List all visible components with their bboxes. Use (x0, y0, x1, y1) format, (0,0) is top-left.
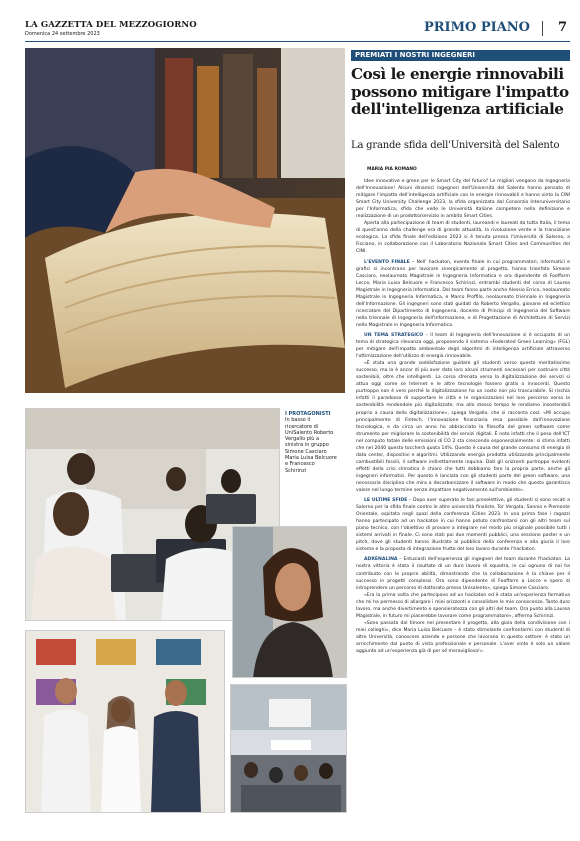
section-paragraph: ADRENALINA – Entusiasti dell'esperienza gli ingegneri del team durante l'hackaton. La nostra vittoria è stata il risultato di un duro lavoro di squadra, in cui ognuno di noi ha contribuito con le proprie abilità, dimostrando che la collaborazione è la chiave per il successo in progetti complessi. Ora sono dipendente di Fooffarm a Lecce e spero di intraprendere un percorso di dottorato presso Unisalento», spiega Simone Casciaro. (356, 557, 570, 591)
article-body (356, 178, 570, 838)
section-paragraph: L'EVENTO FINALE – Nell' hackaton, evento finale in cui programmatori, informatici e grafici si incontrano per lavorare sinergicamente al progetto, hanno trionfato Simone Casciaro, neolaureato Magistrale in Ingegneria Informatica e ora dipendente di Fooffarm Lecce, Maria Luisa Belcuore e Francesco Schirinzi, entrambi studenti del corso di Laurea Magistrale in Ingegneria Informatica. Del team fanno parte anche Alessio Errico, neolaureato Magistrale in Ingegneria Informatica, e Marco Proffilo, neolaureato triennale in Ingegneria dell'Informazione. Gli ingegneri sono stati guidati da Roberto Vergallo, giovane ed eclettico ricercatore del Dipartimento di Ingegneria, docente di Principi di Ingegneria del Software nella triennale di Ingegneria dell'Informazione, e di Progettazione di Architetture di Servizi nella Magistrale in Ingegneria Informatica. (356, 259, 570, 328)
quote-paragraph: «Sono passata dal timore nel presentare il progetto, alla gioia della condivisione con i miei colleghi», dice Maria Luisa Belcuore – è stato stimolante confrontarmi con studenti di altre Università, conoscere aziende e persone che lavorano in questo settore: è stato un arricchimento dal punto di vista professionale e personale. L'aver vinto è solo un valore aggiunto ad un'esperienza già di per sé meravigliosa!». (356, 620, 570, 655)
page-header (25, 20, 570, 42)
section-kicker: ADRENALINA (364, 557, 398, 563)
quote-paragraph: «Era la prima volta che partecipavo ad un hackaton ed è stata un'esperienza formativa che mi ha permesso di allargare i miei orizzonti e consolidare le mie conoscenze. Tanto duro lavoro, ma anche divertimento e spensieratezza con gli altri del team. Ora punto alla Laurea Magistrale, in futuro mi piacerebbe lavorare come programmatore», afferma Schirinzi. (356, 592, 570, 619)
issue-date: Domenica 24 settembre 2023 (25, 31, 100, 37)
subheadline: La grande sfida dell'Università del Salento (351, 140, 560, 151)
section-text: Nell' hackaton, evento finale in cui programmatori, informatici e grafici si incontrano per lavorare sinergicamente al progetto, hanno trionfato Simone Casciaro, neolaureato Magistrale in Ingegneria Informatica e ora dipendente di Fooffarm Lecce, Maria Luisa Belcuore e Francesco Schirinzi, entrambi studenti del corso di Laurea Magistrale in Ingegneria Informatica. Del team fanno parte anche Alessio Errico, neolaureato Magistrale in Ingegneria Informatica, e Marco Proffilo, neolaureato triennale in Ingegneria dell'Informazione. Gli ingegneri sono stati guidati da Roberto Vergallo, giovane ed eclettico ricercatore del Dipartimento di Ingegneria, docente di Principi di Ingegneria del Software nella triennale di Ingegneria dell'Informazione, e di Progettazione di Architetture di Servizi nella Magistrale in Ingegneria Informatica. (356, 259, 570, 328)
caption-kicker: I PROTAGONISTI (285, 411, 331, 417)
section-title: PRIMO PIANO (423, 20, 530, 35)
byline: MARIA PIA ROMANO (367, 167, 417, 172)
section-paragraph: LE ULTIME SFIDE – Dopo aver superato le fasi preselettive, gli studenti si sono recati a Salerno per la sfida finale contro le altre università finaliste, Tor Vergata, Sannio e Piemonte Orientale, ospitata negli spazi della conferenza iCities 2023. In una prima fase i ragazzi hanno partecipato ad un hackaton in cui hanno potuto confrontarsi con gli altri team sul piano tecnico, con l'obiettivo di provare a integrare nel modo più originale possibile tutti i sistemi arrivati in finale. Ci sono stati poi due momenti pubblici, una sessione poster e un pitch, dove gli studenti hanno illustrato al pubblico della conferenza e alla giuria il loro sistema e la proposta di integrazione frutto del loro lavoro durante l'hackaton. (356, 498, 570, 553)
section-text: Entusiasti dell'esperienza gli ingegneri del team durante l'hackaton. La nostra vittoria è stata il risultato di un duro lavoro di squadra, in cui ognuno di noi ha contribuito con le proprie abilità, dimostrando che la collaborazione è la chiave per il successo in progetti complessi. Ora sono dipendente di Fooffarm a Lecce e spero di intraprendere un percorso di dottorato presso Unisalento», spiega Simone Casciaro. (356, 557, 570, 591)
conference-photo (230, 684, 347, 813)
section-text: Il team di Ingegneria dell'Innovazione si è occupato di un tema di strategica rilevanza oggi, proponendo il sistema «Federated Green Learning» (FGL) per mitigare dell'impatto ambientale degli algoritmi di intelligenza artificiale attraverso l'ottimizzazione dell'utilizzo di energia rinnovabile. (356, 332, 570, 360)
headline: Così le energie rinnovabili possono mitigare l'impatto dell'intelligenza artificiale (351, 65, 569, 118)
section-kicker: UN TEMA STRATEGICO (364, 332, 424, 338)
researcher-illustration (233, 527, 347, 678)
conference-illustration (231, 685, 347, 813)
team-illustration (26, 631, 225, 813)
section-kicker: L'EVENTO FINALE (364, 259, 410, 265)
page-number: 7 (557, 20, 567, 35)
team-photo (25, 630, 225, 813)
section-text: Dopo aver superato le fasi preselettive, gli studenti si sono recati a Salerno per la sfida finale contro le altre università finaliste, Tor Vergata, Sannio e Piemonte Orientale, ospitata negli spazi della conferenza iCities 2023. In una prima fase i ragazzi hanno partecipato ad un hackaton in cui hanno potuto confrontarsi con gli altri team sul piano tecnico, con l'obiettivo di provare a integrare nel modo più originale possibile tutti i sistemi arrivati in finale. Ci sono stati poi due momenti pubblici, una sessione poster e un pitch, dove gli studenti hanno illustrato al pubblico della conferenza e alla giuria il loro sistema e la proposta di integrazione frutto del loro lavoro durante l'hackaton. (356, 498, 570, 553)
photo-caption (285, 411, 337, 474)
researcher-photo (232, 526, 347, 678)
intro-paragraph-2: Aperta alla partecipazione di team di studenti, laureandi e laureati da tutta Italia, il tema di quest'anno della challenge era di grande attualità, la rivoluzione verde e la transizione ecologica. La sfida finale dell'edizione 2023 si è tenuta presso l'Università di Salerno, a Fisciano, in collaborazione con il Laboratorio Nazionale Smart Cities and Communities del CINI. (356, 221, 570, 255)
section-paragraph: UN TEMA STRATEGICO – Il team di Ingegneria dell'Innovazione si è occupato di un tema di strategica rilevanza oggi, proponendo il sistema «Federated Green Learning» (FGL) per mitigare dell'impatto ambientale degli algoritmi di intelligenza artificiale attraverso l'ottimizzazione dell'utilizzo di energia rinnovabile. (356, 332, 570, 360)
book-photo (25, 48, 345, 393)
masthead: LA GAZZETTA DEL MEZZOGIORNO (25, 20, 197, 30)
book-illustration (25, 48, 345, 393)
quote-paragraph: «È stata una grande soddisfazione guidare gli studenti verso questo meritatissimo successo, ma lo è ancor di più aver dato loro alcuni strumenti necessari per costruire città sostenibili, oltre che intelligenti. La corsa sfrenata verso la digitalizzazione dei servizi si attua oggi come se Internet e le altre tecnologie fossero gratis o innocenti. Questo purtroppo non è vero perché la digitalizzazione ha un costo non più trascurabile. Si rischia infatti il paradosso di supportare le città e le organizzazioni nel loro percorso verso la sostenibilità rendendole più digitalizzate, ma allo stesso tempo le rendiamo insostenibili proprio a causa della digitalizzazione», spiega Vergallo, che si racconta così: «Mi occupo principalmente di Fintech, l'innovazione finanziaria resa possibile dall'innovazione tecnologica, e da circa un anno ho abbracciato la filosofia del green software come strumento per migliorare la sostenibilità dei servizi digitali. È noto infatti che il peso dell'ICT nel computo totale delle emissioni di CO 2 sta crescendo esponenzialmente: si stima infatti che nel 2040 questo toccherà quota 14%. Questo è causa del grande consumo di energia di data center, dispositivi e algoritmi. Utilizzando energia prodotta utilizzando principalmente combustibili fossili, il software indirettamente inquina. Dati gli orizzonti purtroppo evidenti effetti della crisi climatica è chiaro che tutti dobbiamo fare la propria parte, anche gli ingegneri informatici. Per questo è lanciata con gli studenti parte del green software, una necessaria disciplina che mira a decarbonizzare il software in modo che questo garantisca valore nel lungo termine senza impattare negativamente sull'ambiente». (356, 361, 570, 494)
section-kicker: LE ULTIME SFIDE (364, 498, 408, 504)
header-divider (542, 21, 543, 36)
article-tag: PREMIATI I NOSTRI INGEGNERI (351, 50, 570, 61)
intro-paragraph: Idee innovative e green per le Smart City del futuro? Le migliori vengono da Ingegneria dell'Innovazione! Alcuni dinamici ingegneri dell'Università del Salento hanno pensato di mitigare l'impatto dell'intelligenza artificiale con le energie rinnovabili e hanno vinto la CINI Smart City University Challenge 2023, la sfida organizzata dal Consorzio Interuniversitario per l'Informatica, sfida che vede le Università italiane competere nella definizione e realizzazione di un prodotto/servizio in ambito Smart Cities. (356, 179, 570, 220)
caption-text: In basso il ricercatore di UniSalento Roberto Vergallo più a sinistra in gruppo Simone Casciaro Maria Luisa Belcuore e Francesco Schirinzi (285, 417, 337, 474)
